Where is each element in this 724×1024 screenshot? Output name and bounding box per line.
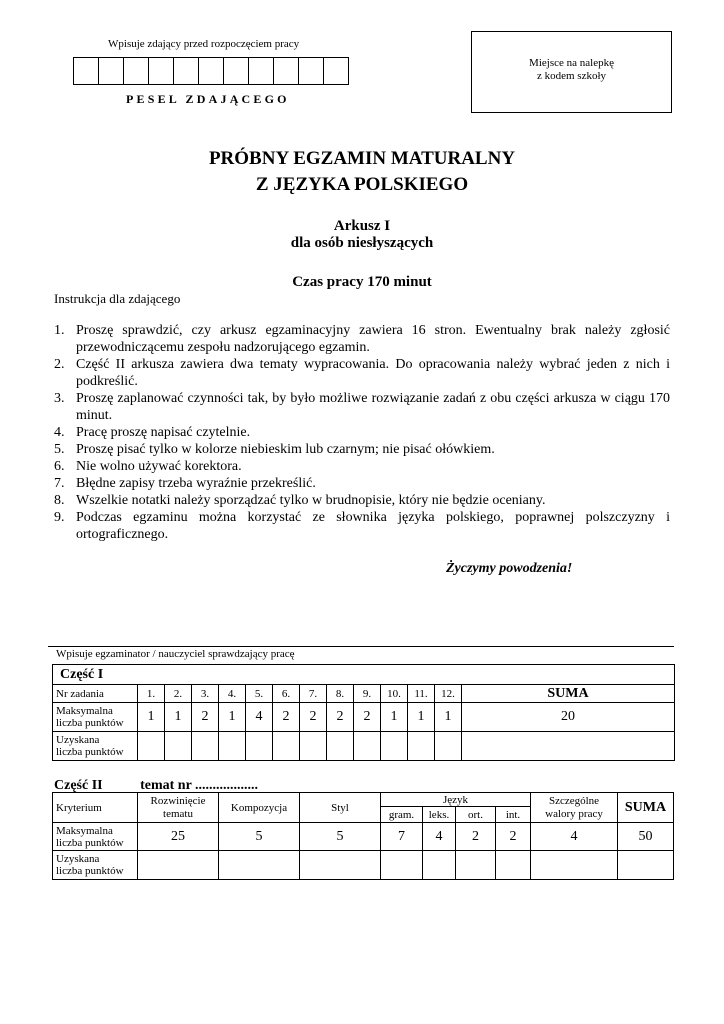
max-points-cell: 25: [138, 823, 219, 851]
obtained-points-label: [53, 732, 138, 761]
special-values-header-line1: Szczególne: [548, 794, 600, 807]
obtained-points-input-cell[interactable]: [273, 732, 300, 761]
part2-max-row: [53, 823, 674, 851]
obtained-points-input-cell[interactable]: [462, 732, 675, 761]
max-points-label: [53, 703, 138, 732]
instruction-number: 7.: [54, 476, 65, 491]
task-number-cell: 7.: [300, 685, 327, 703]
task-number-cell: 5.: [246, 685, 273, 703]
max-points-label: [53, 823, 138, 851]
max-points-cell: 5: [219, 823, 300, 851]
obtained-points-label-line1: Uzyskana: [56, 734, 100, 746]
good-luck-text: Życzymy powodzenia!: [446, 561, 573, 576]
part1-max-row: [53, 703, 675, 732]
max-points-cell: 1: [138, 703, 165, 732]
obtained-points-input-cell[interactable]: [138, 851, 219, 880]
obtained-points-input-cell[interactable]: [219, 851, 300, 880]
obtained-points-input-cell[interactable]: [165, 732, 192, 761]
instruction-text: Proszę pisać tylko w kolorze niebieskim lub czarnym; nie pisać ołówkiem.: [76, 442, 495, 457]
obtained-points-input-cell[interactable]: [354, 732, 381, 761]
obtained-points-label-line1: Uzyskana: [56, 853, 100, 865]
part1-max-sum: 20: [462, 703, 675, 732]
task-number-cell: 12.: [435, 685, 462, 703]
max-points-cell: 1: [219, 703, 246, 732]
obtained-points-input-cell[interactable]: [327, 732, 354, 761]
task-number-cell: 6.: [273, 685, 300, 703]
max-points-cell: 1: [435, 703, 462, 732]
max-points-label-line2: liczba punktów: [56, 717, 124, 729]
sticker-text-line1: Miejsce na nalepkę: [529, 57, 614, 69]
school-code-sticker-box: [471, 31, 672, 113]
part2-obtained-row: [53, 851, 674, 880]
max-points-label-line2: liczba punktów: [56, 836, 124, 849]
development-header-line1: Rozwinięcie: [150, 794, 206, 807]
instruction-number: 5.: [54, 442, 65, 457]
pesel-digit-box[interactable]: [123, 57, 149, 85]
part2-score-table: [52, 792, 674, 880]
max-points-cell: 1: [408, 703, 435, 732]
instruction-number: 8.: [54, 493, 65, 508]
task-number-cell: 8.: [327, 685, 354, 703]
instruction-number: 2.: [54, 357, 65, 372]
instruction-text: Błędne zapisy trzeba wyraźnie przekreślić.: [76, 476, 316, 491]
max-points-cell: 2: [327, 703, 354, 732]
instruction-number: 6.: [54, 459, 65, 474]
pesel-label: PESEL ZDAJĄCEGO: [126, 92, 290, 106]
development-header-line2: tematu: [163, 807, 193, 820]
pesel-digit-box[interactable]: [148, 57, 174, 85]
obtained-points-input-cell[interactable]: [246, 732, 273, 761]
instruction-item: [54, 322, 670, 356]
max-points-label-line1: Maksymalna: [56, 705, 113, 717]
obtained-points-input-cell[interactable]: [381, 851, 423, 880]
part2-topic-field[interactable]: temat nr ..................: [140, 778, 259, 793]
pesel-note: Wpisuje zdający przed rozpoczęciem pracy: [108, 38, 300, 50]
sheet-name: Arkusz I: [333, 218, 391, 234]
part1-obtained-row: [53, 732, 675, 761]
examiner-note: Wpisuje egzaminator / nauczyciel sprawdzający pracę: [56, 648, 295, 660]
instruction-item: [54, 390, 670, 424]
instruction-item: [54, 509, 670, 543]
instruction-item: [54, 458, 670, 475]
max-points-label-line1: Maksymalna: [56, 824, 113, 837]
part1-sum-header: SUMA: [462, 685, 675, 703]
instruction-text: Nie wolno używać korektora.: [76, 459, 242, 474]
instruction-text: Pracę proszę napisać czytelnie.: [76, 425, 251, 440]
work-time: Czas pracy 170 minut: [292, 274, 432, 290]
pesel-digit-box[interactable]: [323, 57, 349, 85]
language-subheader-cell: gram.: [381, 807, 423, 823]
pesel-digit-box[interactable]: [198, 57, 224, 85]
obtained-points-input-cell[interactable]: [618, 851, 674, 880]
max-points-cell: 4: [423, 823, 456, 851]
instruction-item: [54, 424, 670, 441]
max-points-cell: 50: [618, 823, 674, 851]
pesel-digit-box[interactable]: [248, 57, 274, 85]
obtained-points-label-line2: liczba punktów: [56, 746, 124, 758]
pesel-digit-box[interactable]: [98, 57, 124, 85]
pesel-digit-box[interactable]: [273, 57, 299, 85]
obtained-points-input-cell[interactable]: [423, 851, 456, 880]
pesel-digit-box[interactable]: [73, 57, 99, 85]
part2-title: Część II: [54, 778, 103, 793]
development-header: [138, 793, 219, 823]
instruction-text: Podczas egzaminu można korzystać ze słownika języka polskiego, poprawnej polszczyzny i ortograficznego.: [76, 510, 670, 542]
special-values-header-line2: walory pracy: [545, 807, 603, 820]
composition-header: Kompozycja: [219, 793, 300, 823]
max-points-cell: 2: [300, 703, 327, 732]
obtained-points-input-cell[interactable]: [408, 732, 435, 761]
instruction-text: Proszę zaplanować czynności tak, by było możliwe rozwiązanie zadań z obu części arkusza w ciągu 170 minut.: [76, 391, 670, 423]
max-points-cell: 4: [531, 823, 618, 851]
pesel-digit-box[interactable]: [298, 57, 324, 85]
instruction-text: Proszę sprawdzić, czy arkusz egzaminacyjny zawiera 16 stron. Ewentualny brak należy zgłosić przewodniczącemu zespołu nadzorującego egzamin.: [76, 323, 670, 355]
task-number-cell: 9.: [354, 685, 381, 703]
max-points-cell: 2: [273, 703, 300, 732]
obtained-points-input-cell[interactable]: [496, 851, 531, 880]
obtained-points-label-line2: liczba punktów: [56, 865, 124, 877]
language-header: Język: [381, 793, 531, 807]
max-points-cell: 1: [165, 703, 192, 732]
instruction-number: 3.: [54, 391, 65, 406]
language-subheader-cell: leks.: [423, 807, 456, 823]
max-points-cell: 2: [496, 823, 531, 851]
language-subheader-cell: int.: [496, 807, 531, 823]
special-values-header: [531, 793, 618, 823]
obtained-points-input-cell[interactable]: [138, 732, 165, 761]
language-subheader-cell: ort.: [456, 807, 496, 823]
instruction-item: [54, 475, 670, 492]
instruction-number: 1.: [54, 323, 65, 338]
task-number-cell: 2.: [165, 685, 192, 703]
obtained-points-input-cell[interactable]: [531, 851, 618, 880]
criterion-label: Kryterium: [53, 793, 138, 823]
obtained-points-input-cell[interactable]: [300, 732, 327, 761]
instruction-text: Część II arkusza zawiera dwa tematy wypracowania. Do opracowania należy wybrać jeden z nich i podkreślić.: [76, 357, 670, 389]
instruction-item: [54, 492, 670, 509]
max-points-cell: 1: [381, 703, 408, 732]
exam-title-line2: Z JĘZYKA POLSKIEGO: [255, 174, 469, 195]
obtained-points-input-cell[interactable]: [435, 732, 462, 761]
instruction-text: Wszelkie notatki należy sporządzać tylko w brudnopisie, który nie będzie oceniany.: [76, 493, 546, 508]
part1-title: Część I: [53, 665, 675, 685]
obtained-points-input-cell[interactable]: [381, 732, 408, 761]
part1-task-row: [53, 685, 675, 703]
instruction-number: 4.: [54, 425, 65, 440]
task-number-cell: 11.: [408, 685, 435, 703]
task-number-label: Nr zadania: [53, 685, 138, 703]
obtained-points-label: [53, 851, 138, 880]
max-points-cell: 7: [381, 823, 423, 851]
section-divider: [48, 646, 674, 647]
exam-title-line1: PRÓBNY EGZAMIN MATURALNY: [208, 148, 516, 169]
instruction-item: [54, 441, 670, 458]
obtained-points-input-cell[interactable]: [192, 732, 219, 761]
obtained-points-input-cell[interactable]: [300, 851, 381, 880]
task-number-cell: 4.: [219, 685, 246, 703]
instruction-item: [54, 356, 670, 390]
part1-score-table: [52, 664, 675, 761]
sticker-text-line2: z kodem szkoły: [536, 70, 607, 82]
sheet-audience: dla osób niesłyszących: [290, 235, 434, 251]
pesel-digit-box[interactable]: [173, 57, 199, 85]
task-number-cell: 10.: [381, 685, 408, 703]
task-number-cell: 1.: [138, 685, 165, 703]
max-points-cell: 2: [456, 823, 496, 851]
instruction-number: 9.: [54, 510, 65, 525]
max-points-cell: 5: [300, 823, 381, 851]
instructions-heading: Instrukcja dla zdającego: [54, 291, 181, 306]
max-points-cell: 2: [354, 703, 381, 732]
instructions-list: [54, 322, 670, 543]
part2-sum-header: SUMA: [618, 793, 674, 823]
obtained-points-input-cell[interactable]: [219, 732, 246, 761]
obtained-points-input-cell[interactable]: [456, 851, 496, 880]
max-points-cell: 2: [192, 703, 219, 732]
style-header: Styl: [300, 793, 381, 823]
pesel-input-row[interactable]: [74, 57, 349, 85]
task-number-cell: 3.: [192, 685, 219, 703]
pesel-digit-box[interactable]: [223, 57, 249, 85]
max-points-cell: 4: [246, 703, 273, 732]
